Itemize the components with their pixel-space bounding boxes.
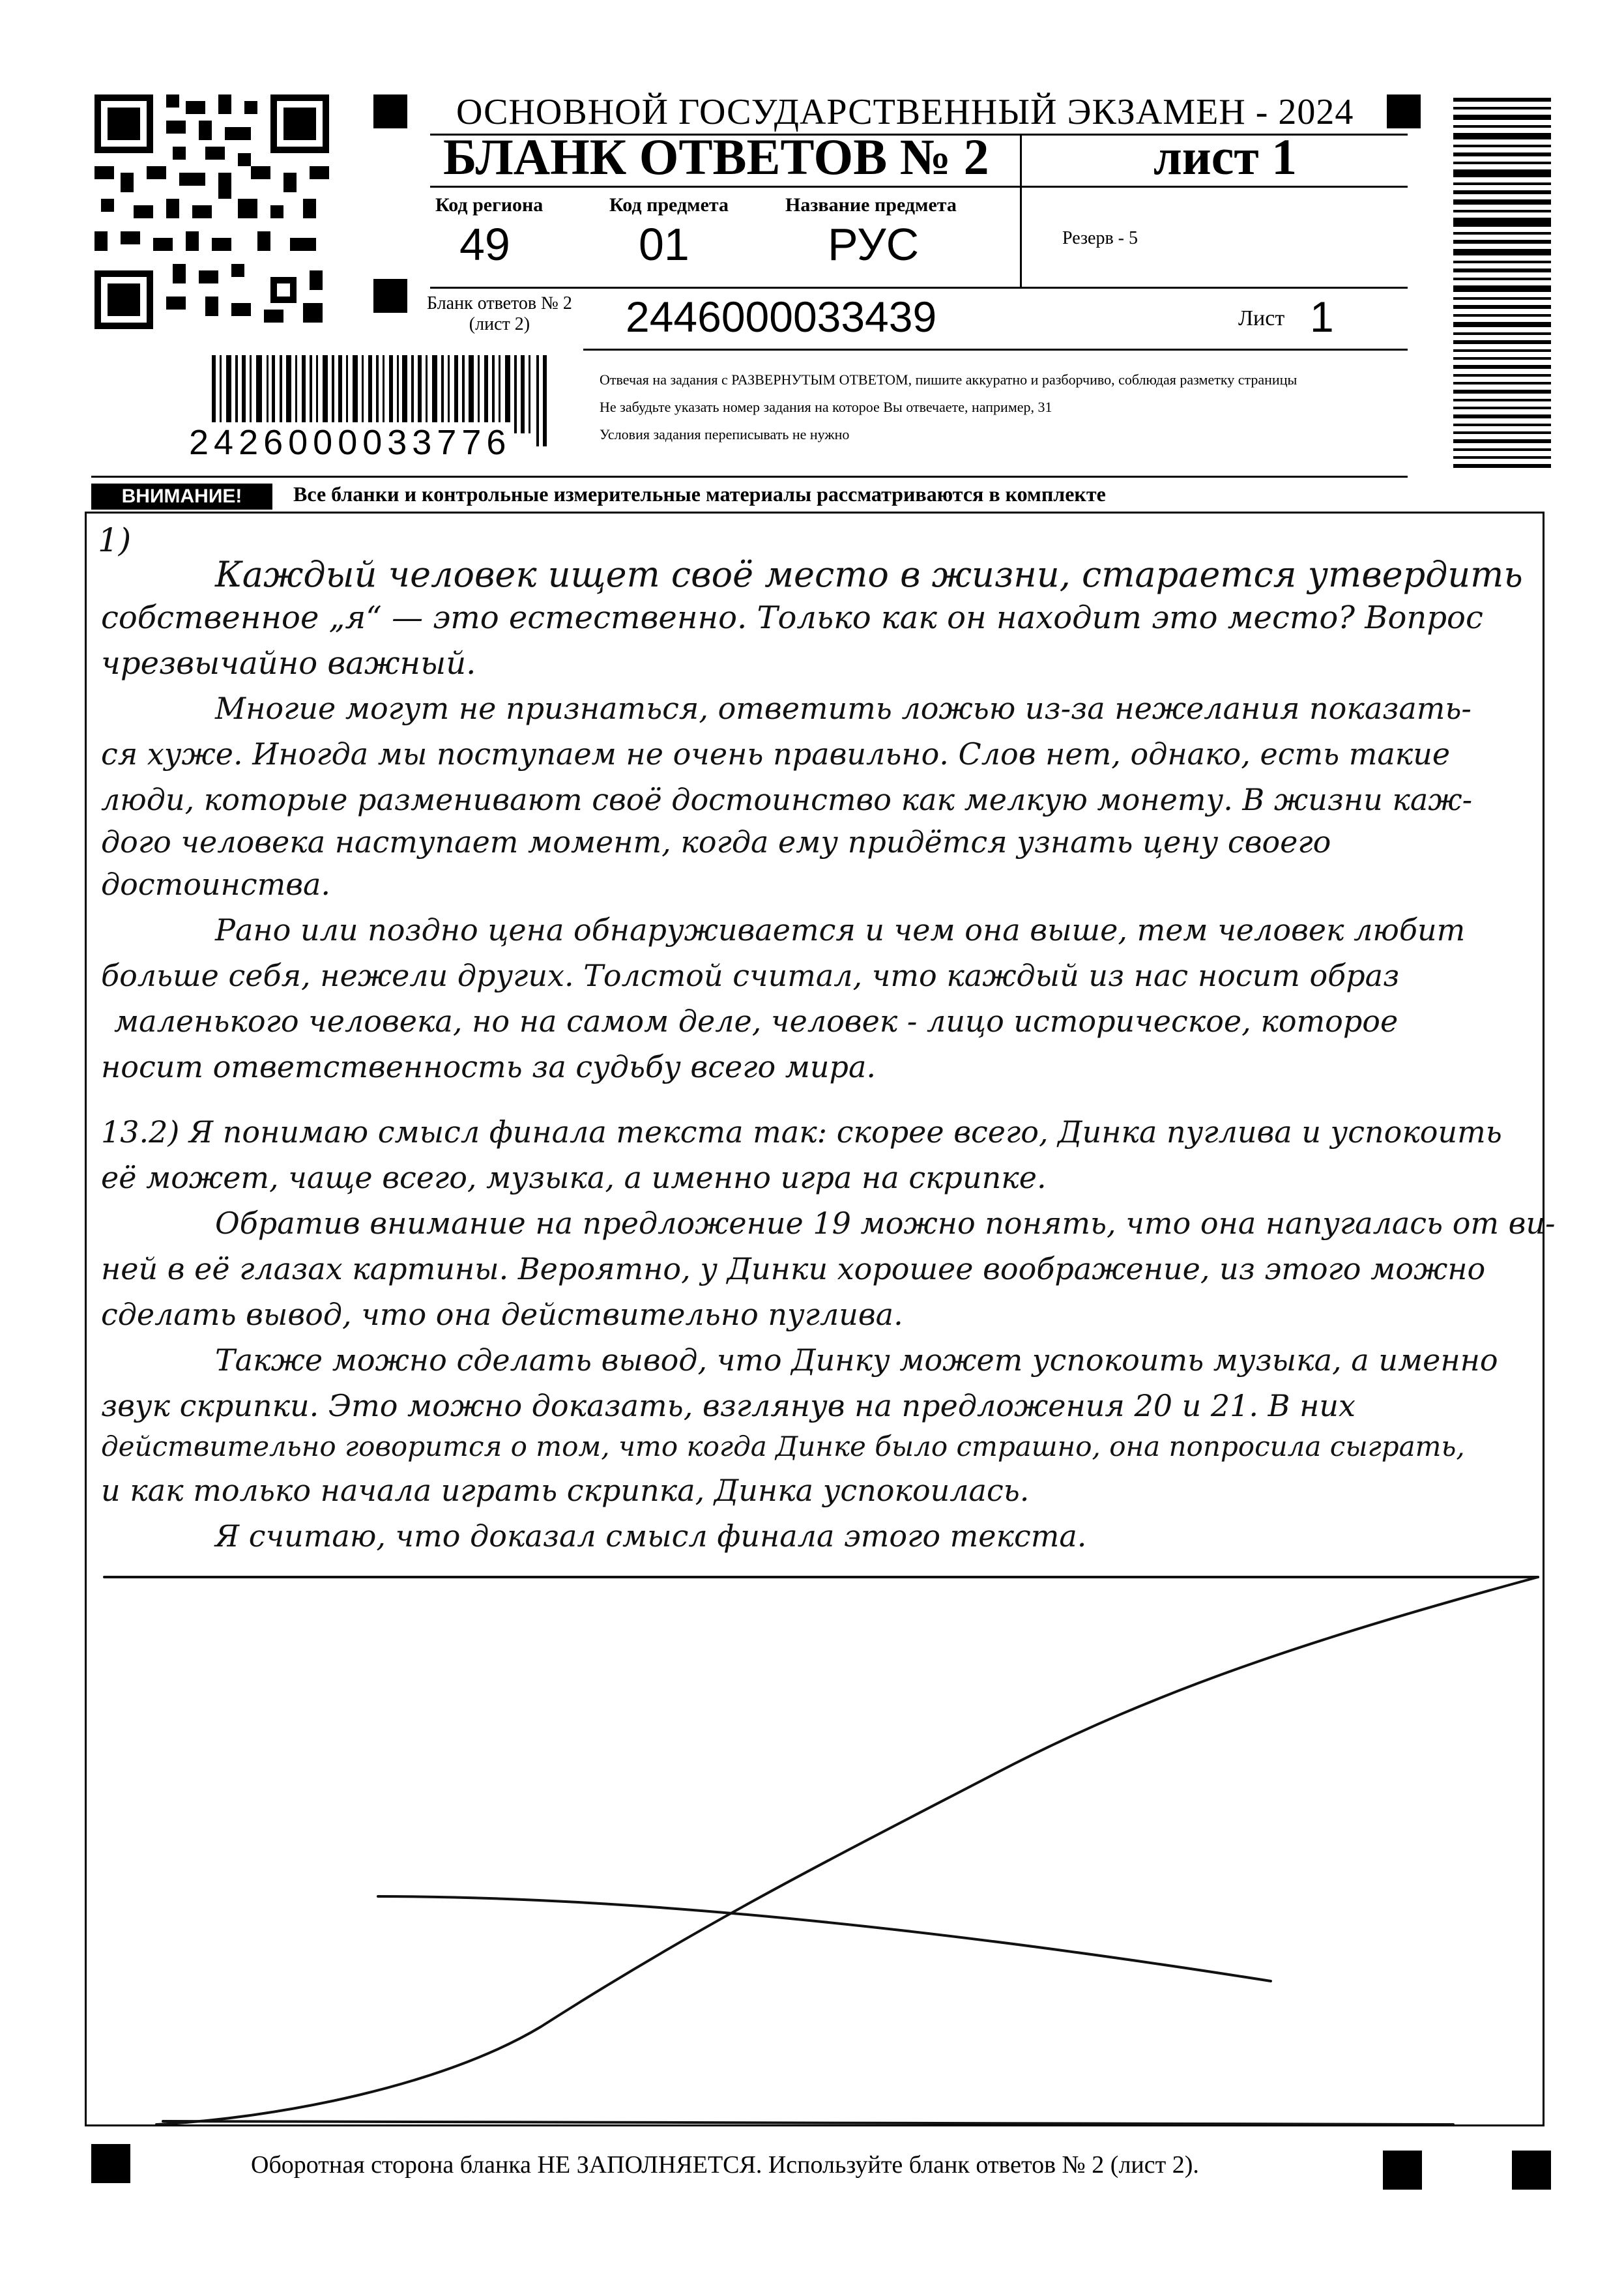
answer-line: ся хуже. Иногда мы поступаем не очень правильно. Слов нет, однако, есть такие xyxy=(101,736,1451,772)
subject-code: 01 xyxy=(639,219,689,270)
sheet-label: лист 1 xyxy=(1153,128,1298,185)
instruction-line: Условия задания переписывать не нужно xyxy=(600,426,850,442)
side-barcode xyxy=(1453,98,1551,472)
form-ref-line2: (лист 2) xyxy=(469,314,530,334)
region-code-label: Код региона xyxy=(435,194,544,216)
answer-line: её может, чаще всего, музыка, а именно игра на скрипке. xyxy=(101,1160,1047,1195)
subject-name: РУС xyxy=(828,219,920,270)
form-ref xyxy=(427,293,572,335)
answer-line: Обратив внимание на предложение 19 можно понять, что она напугалась от ви- xyxy=(215,1206,1556,1241)
answer-line: звук скрипки. Это можно доказать, взглянув на предложения 20 и 21. В них xyxy=(101,1388,1356,1423)
warning-text: Все бланки и контрольные измерительные материалы рассматриваются в комплекте xyxy=(293,482,1106,506)
reserve-field: Резерв - 5 xyxy=(1062,228,1138,248)
registration-mark xyxy=(91,2144,130,2183)
answer-line: действительно говорится о том, что когда Динке было страшно, она попросила сыграть, xyxy=(101,1430,1465,1462)
warning-tag: ВНИМАНИЕ! xyxy=(91,484,272,510)
header-rule xyxy=(583,349,1408,351)
answer-line: 1) xyxy=(98,521,132,559)
barcode-number: 2426000033776 xyxy=(189,423,512,462)
sheet-word: Лист xyxy=(1238,306,1285,330)
answer-line: собственное „я“ — это естественно. Только как он находит это место? Вопрос xyxy=(101,600,1483,636)
answer-line: дого человека наступает момент, когда ему придётся узнать цену своего xyxy=(101,824,1331,860)
sheet-number: 1 xyxy=(1310,293,1334,341)
instruction-line: Не забудьте указать номер задания на которое Вы отвечаете, например, 31 xyxy=(600,399,1052,415)
answer-line: Также можно сделать вывод, что Динку может успокоить музыка, а именно xyxy=(215,1342,1498,1378)
form-title: БЛАНК ОТВЕТОВ № 2 xyxy=(443,128,989,185)
answer-line: чрезвычайно важный. xyxy=(101,645,476,682)
registration-mark xyxy=(373,279,407,313)
answer-line: ней в её глазах картины. Вероятно, у Динки хорошее воображение, из этого можно xyxy=(101,1251,1486,1286)
registration-mark xyxy=(1383,2151,1422,2190)
answer-line: и как только начала играть скрипка, Динка успокоилась. xyxy=(101,1473,1030,1508)
exam-title: ОСНОВНОЙ ГОСУДАРСТВЕННЫЙ ЭКЗАМЕН - 2024 xyxy=(456,92,1354,132)
registration-mark xyxy=(1512,2151,1551,2190)
answer-line: больше себя, нежели других. Толстой считал, что каждый из нас носит образ xyxy=(101,958,1400,993)
answer-line: маленького человека, но на самом деле, человек - лицо историческое, которое xyxy=(114,1004,1399,1039)
footer-note: Оборотная сторона бланка НЕ ЗАПОЛНЯЕТСЯ. Используйте бланк ответов № 2 (лист 2). xyxy=(251,2151,1199,2179)
answer-line: достоинства. xyxy=(101,867,331,902)
answer-line: люди, которые разменивают своё достоинство как мелкую монету. В жизни каж- xyxy=(101,782,1473,817)
answer-line: носит ответственность за судьбу всего мира. xyxy=(101,1049,877,1084)
answer-line: сделать вывод, что она действительно пуглива. xyxy=(101,1297,903,1332)
subject-code-label: Код предмета xyxy=(609,194,729,216)
form-ref-line1: Бланк ответов № 2 xyxy=(427,293,572,313)
registration-mark xyxy=(373,94,407,128)
subject-name-label: Название предмета xyxy=(785,194,957,216)
answer-line: Рано или поздно цена обнаруживается и чем она выше, тем человек любит xyxy=(215,912,1466,948)
header-rule xyxy=(91,476,1408,478)
form-number: 2446000033439 xyxy=(626,293,937,341)
registration-mark xyxy=(1387,94,1421,128)
region-code: 49 xyxy=(459,219,510,270)
answer-line: Я считаю, что доказал смысл финала этого текста. xyxy=(215,1518,1087,1554)
answer-line: 13.2) Я понимаю смысл финала текста так: скорее всего, Динка пуглива и успокоить xyxy=(101,1114,1502,1150)
header-divider xyxy=(1020,134,1022,287)
header-rule xyxy=(430,287,1408,289)
instruction-line: Отвечая на задания с РАЗВЕРНУТЫМ ОТВЕТОМ, пишите аккуратно и разборчиво, соблюдая разметку страницы xyxy=(600,371,1298,388)
qr-code xyxy=(94,94,329,329)
answer-line: Каждый человек ищет своё место в жизни, старается утвердить xyxy=(215,554,1523,595)
cross-out-mark xyxy=(85,1558,1544,2131)
answer-line: Многие могут не признаться, ответить ложью из-за нежелания показать- xyxy=(215,691,1472,726)
